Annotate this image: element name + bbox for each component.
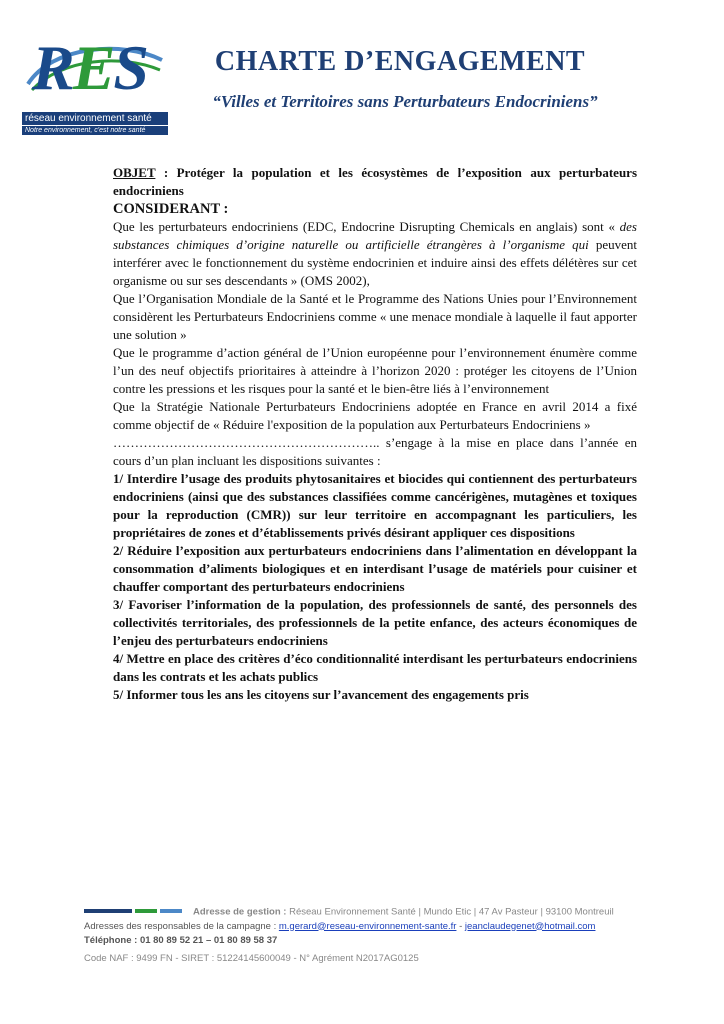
footer-email-genet-link[interactable]: jeanclaudegenet@hotmail.com bbox=[464, 920, 596, 932]
considerant-paragraph-1 bbox=[113, 218, 637, 290]
p1-rest: peuvent interférer avec le fonctionnement du système endocrinien et induire ainsi des effets délétères sur cet organisme ou sur ses descendants » (OMS 2002), bbox=[113, 237, 637, 288]
page-footer bbox=[84, 905, 644, 966]
footer-resp-label: Adresses des responsables de la campagne : bbox=[84, 920, 279, 932]
footer-email-separator: - bbox=[456, 920, 465, 932]
commitment-item-3: 3/ Favoriser l’information de la population, des professionnels de santé, des personnels des collectivités territoriales, des professionnels de la petite enfance, des acteurs économiques de l’enjeu des perturbateurs endocriniens bbox=[113, 597, 637, 648]
page-subtitle: “Villes et Territoires sans Perturbateurs Endocriniens” bbox=[212, 92, 598, 111]
footer-contacts-row bbox=[84, 920, 644, 934]
considerant-heading: CONSIDERANT : bbox=[113, 201, 229, 217]
considerant-paragraph-4: Que la Stratégie Nationale Perturbateurs Endocriniens adoptée en France en avril 2014 a fixé comme objectif de « Réduire l'exposition de la population aux Perturbateurs Endocriniens » bbox=[113, 399, 637, 432]
commitment-item-1: 1/ Interdire l’usage des produits phytosanitaires et biocides qui contiennent des perturbateurs endocriniens (ainsi que des substances classifiées comme cancérigènes, mutagènes et toxiques pour la reproduction (CMR)) sur leur territoire en accompagnant les particuliers, les propriétaires de zones et d’établissements privés désirant appliquer ces dispositions bbox=[113, 471, 637, 540]
objet-label: OBJET bbox=[113, 165, 156, 180]
commitment-item-2: 2/ Réduire l’exposition aux perturbateurs endocriniens dans l’alimentation en développant la consommation d’aliments biologiques et en interdisant l’usage de matériels pour cuisiner et chauffer comportant des perturbateurs endocriniens bbox=[113, 543, 637, 594]
page-title: CHARTE D’ENGAGEMENT bbox=[214, 46, 586, 77]
footer-gestion-value: Réseau Environnement Santé | Mundo Etic | 47 Av Pasteur | 93100 Montreuil bbox=[286, 906, 614, 918]
footer-address-row bbox=[84, 905, 644, 920]
considerant-paragraph-3: Que le programme d’action général de l’Union européenne pour l’environnement énumère comme l’un des neuf objectifs prioritaires à atteindre à l’horizon 2020 : protéger les citoyens de l’Union contre les pressions et les risques pour la santé et le bien-être liés à l’environnement bbox=[113, 345, 637, 396]
logo-letter-r: R bbox=[32, 32, 73, 103]
p1-quote: des substances chimiques d’origine naturelle ou artificielle étrangères à l’organisme qui bbox=[113, 219, 637, 252]
footer-phone: Téléphone : 01 80 89 52 21 – 01 80 89 58 37 bbox=[84, 934, 278, 946]
engagement-statement: …………………………………………………….. s’engage à la mise en place dans l’année en cours d’un plan incluant les dispositions suivantes : bbox=[113, 435, 637, 468]
considerant-paragraph-2: Que l’Organisation Mondiale de la Santé et le Programme des Nations Unies pour l’Environnement considèrent les Perturbateurs Endocriniens comme « une menace mondiale à laquelle il faut apporter une solution » bbox=[113, 291, 637, 342]
p1-intro: Que les perturbateurs endocriniens (EDC, Endocrine Disrupting Chemicals en anglais) sont « bbox=[113, 219, 620, 234]
charter-body bbox=[113, 164, 637, 704]
logo-caption: réseau environnement santé bbox=[22, 112, 168, 125]
objet-paragraph bbox=[113, 164, 637, 200]
commitment-item-4: 4/ Mettre en place des critères d’éco conditionnalité interdisant les perturbateurs endocriniens dans les contrats et les achats publics bbox=[113, 651, 637, 684]
objet-text: : Protéger la population et les écosystèmes de l’exposition aux perturbateurs endocriniens bbox=[113, 165, 637, 198]
logo-letters bbox=[32, 32, 147, 103]
logo-letter-s: S bbox=[113, 32, 147, 103]
footer-gestion-label: Adresse de gestion : bbox=[193, 906, 287, 918]
commitment-item-5: 5/ Informer tous les ans les citoyens sur l’avancement des engagements pris bbox=[113, 687, 529, 702]
logo-tagline: Notre environnement, c'est notre santé bbox=[22, 126, 168, 135]
footer-email-gerard-link[interactable]: m.gerard@reseau-environnement-sante.fr bbox=[278, 920, 457, 932]
res-logo bbox=[22, 32, 170, 136]
footer-color-bars bbox=[84, 905, 185, 919]
footer-ids: Code NAF : 9499 FN - SIRET : 51224145600049 - N° Agrément N2017AG0125 bbox=[84, 952, 419, 964]
logo-letter-e: E bbox=[72, 32, 114, 103]
